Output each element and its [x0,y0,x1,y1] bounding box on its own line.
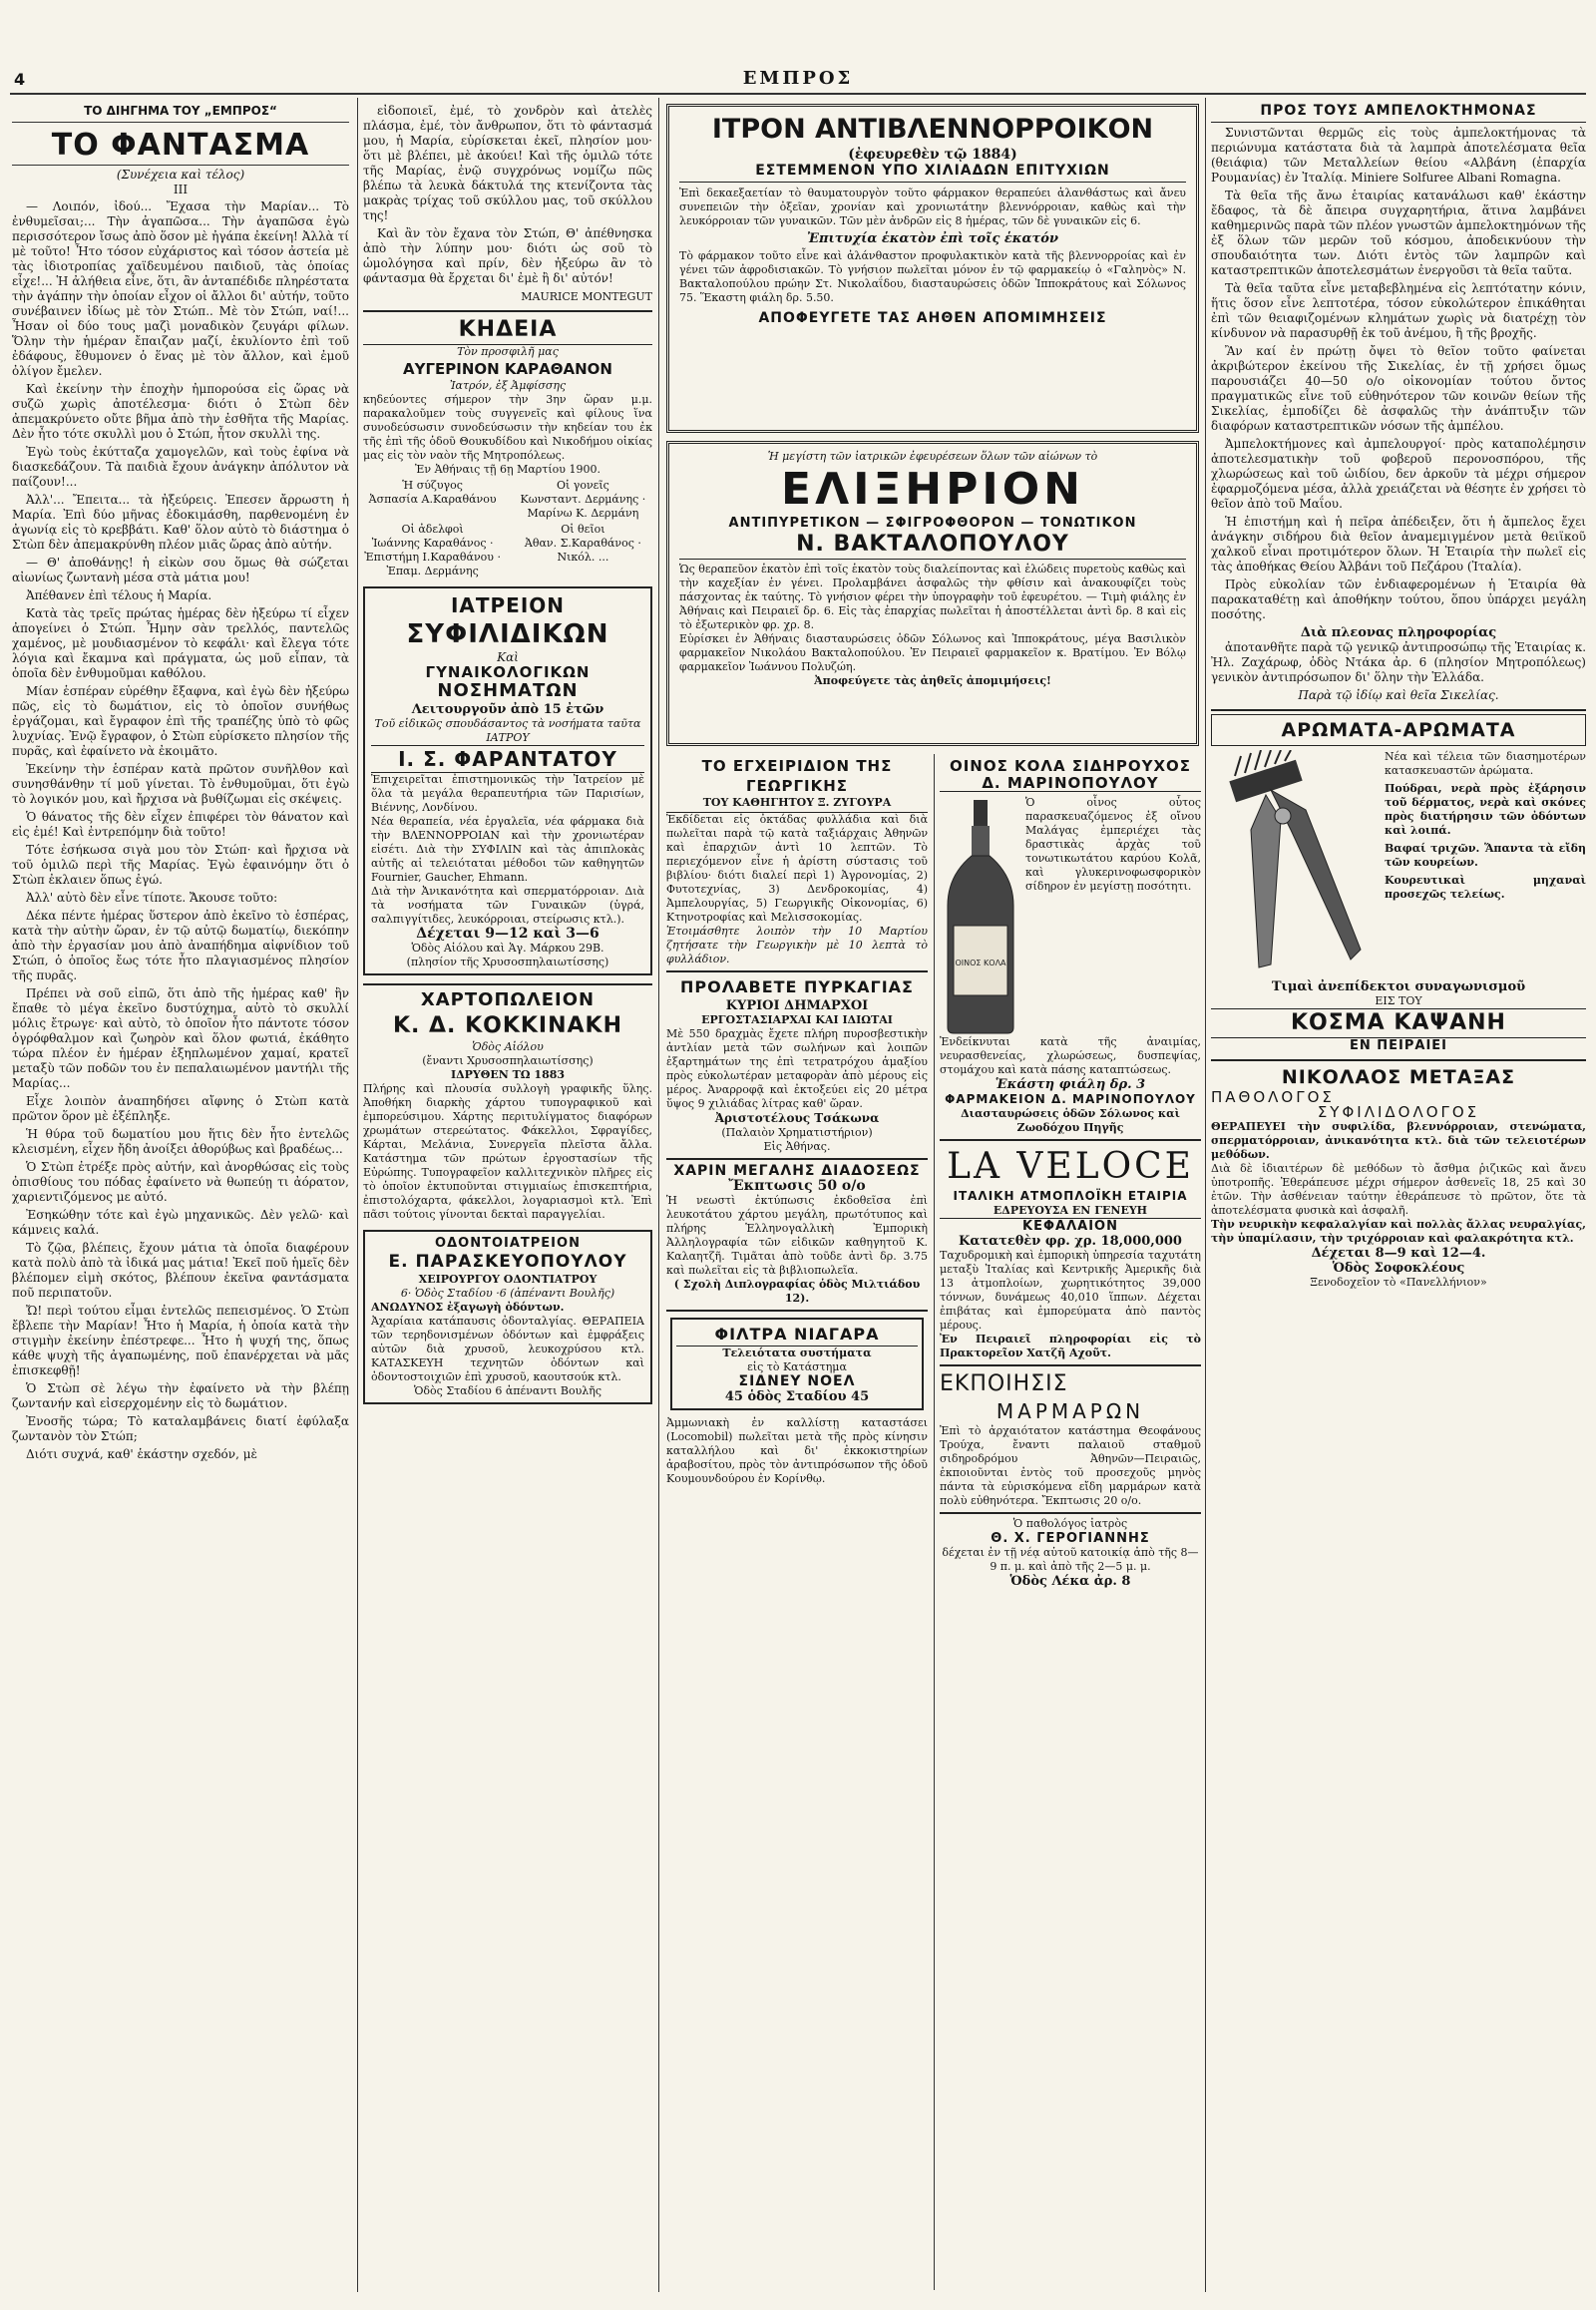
odontiatreion-name: Ε. ΠΑΡΑΣΚΕΥΟΠΟΥΛΟΥ [388,1252,627,1272]
col-rule-34 [934,754,935,2290]
iatreion-nos: ΝΟΣΗΜΑΤΩΝ [437,680,579,701]
xarin-discount: Ἔκπτωσις 50 ο/ο [728,1178,866,1194]
iatreion-body2: Νέα θεραπεία, νέα ἐργαλεῖα, νέα φάρμακα διὰ τὴν ΒΛΕΝΝΟΡΡΟΙΑΝ καὶ τὴν χρονιωτέραν εἰσέτι. Διὰ τὴν ΣΥΦΙΛΙΝ καὶ τὰς ἀπιπλοκὰς αὐτῆς αἱ τελειόταται μέθοδοι τῶν καθηγητῶν Fournier, Gaucher, Ehmann. [371,815,644,884]
metaxas-addr: Ὁδὸς Σοφοκλέους [1332,1261,1465,1276]
story-paragraph: Ἐνοσῆς τώρα; Τὸ καταλαμβάνεις διατί ἐφύλαξα ζωντανὸν τὸν Στώπ; [12,1414,349,1443]
kideia-origin: Ἰατρόν, ἐξ Ἀμφίσσης [449,379,567,392]
ekpoiisis-sub: ΜΑΡΜΑΡΩΝ [996,1399,1145,1423]
kola-ad [940,756,1201,1141]
kideia-uncles: Ἀθαν. Σ.Καραθάνος · Νικόλ. ... [524,537,641,564]
story-paragraph: — Λοιπόν, ἰδού... Ἔχασα τὴν Μαρίαν... Τὸ ἐνθυμεῖσαι;... Τὴν ἀγαπῶσα... Τὴν ἀγαπῶσα ἐγὼ περισσότερον ἴσως ἀπὸ ὅσον μὲ ἠγάπα ἐκείνη! Ἀλλὰ τί μὲ τοῦτο! Ἦτο τόσον εὐχάριστος καὶ τόσον ἀστεία μὲ τὰς ἰδιοτροπίας χαϊδευμένου παιδιοῦ, τὰς ὁποίας εἶχε!... Ἡ ἀλήθεια εἶνε, ὅτι, ἂν ἀνταπέδιδε πληρέστατα τὴν ἀγάπην τὴν ὁποίαν εἶχον οἱ ἄλλοι δι' αὐτήν, τοῦτο συνέβαινεν ἰδίως μὲ τὸν Στώπ.. Μὲ τὸν Στώπ, ναί!... Ἦσαν οἱ δύο τους μαζὶ μοναδικὸν ζευγάρι φίλων. Ὅλην τὴν ἡμέραν ἔπαιζαν μαζί, ἐκυλίοντο ἐπὶ τοῦ ἐδάφους, ἔθυμονεν ὁ ἕνας μὲ τὸν ἄλλον, καὶ ἐμοῦ ὀλίγον ἔμελεν. [12,199,349,378]
page-number: 4 [14,70,26,89]
story-paragraph: Ὁ θάνατος τῆς δὲν εἶχεν ἐπιφέρει τὸν θάνατον καὶ εἰς ἐμέ! Καὶ ἐντρεπόμην διὰ τοῦτο! [12,810,349,839]
kideia-siblings-label: Οἱ ἀδελφοὶ [401,523,464,536]
elixirion-body: Ὡς θεραπεῦον ἑκατὸν ἐπὶ τοῖς ἑκατὸν τοὺς διαλείποντας καὶ ἑλώδεις πυρετοὺς καθὼς καὶ τὴν καχεξίαν ἐν γένει. Προλαμβάνει ἀσφαλῶς τὴν φθίσιν καὶ ἀνακουφίζει τοὺς πάσχοντας ἐκ ταύτης. Τὸ γνήσιον φέρει τὴν ὑπογραφὴν τοῦ ἐφευρέτου. — Τιμὴ φιάλης ἐν Ἀθήναις καὶ Πειραιεῖ δρ. 6. Εἰς τὰς ἐπαρχίας πωλεῖται ἡ ἀποστέλλεται ἀντὶ δρ. 8 καὶ εἰς τὸ ἐξωτερικὸν φρ. χρ. 8. [679,563,1186,631]
ekpoiisis-doctor-hours: δέχεται ἐν τῇ νέᾳ αὐτοῦ κατοικίᾳ ἀπὸ τῆς 8—9 π. μ. καὶ ἀπὸ τῆς 2—5 μ. μ. [942,1546,1199,1573]
story-paragraph: Εἶχε λοιπὸν ἀναπηδήσει αἴφνης ὁ Στὼπ κατὰ πρῶτον ὅρον μὲ ἐξέπληξε. [12,1094,349,1123]
column-5 [1211,104,1586,2298]
aromata-body: Νέα καὶ τέλεια τῶν διασημοτέρων κατασκευαστῶν ἀρώματα. [1385,750,1586,777]
odontiatreion-address: 6· Ὁδὸς Σταδίου ·6 (ἀπέναντι Βουλῆς) [400,1287,615,1300]
ekpoiisis-body: Ἐπὶ τὸ ἀρχαιότατον κατάστημα Θεοφάνους Τρούχα, ἔναντι παλαιοῦ σταθμοῦ σιδηροδρόμου Ἀθηνῶν—Πειραιῶς, ἐκποιοῦνται ἐντὸς τοῦ προσεχοῦς μηνὸς πάντα τὰ εὑρισκόμενα εἴδη μαρμάρων κατὰ πολὺ εὐθηνότερα. Ἔκπτωσις 20 ο/ο. [940,1424,1201,1507]
kola-price: Ἑκάστη φιάλη δρ. 3 [995,1077,1146,1092]
paper-name: ΕΜΠΡΟΣ [742,68,854,89]
kola-use: Ἐνδείκνυται κατὰ τῆς ἀναιμίας, νευρασθενείας, χλωρώσεως, δυσπεψίας, στομάχου καὶ κατὰ πάσης καταπτώσεως. [940,1035,1201,1076]
story-paragraph: Ἀλλ'... Ἔπειτα... τὰ ἠξεύρεις. Ἐπεσεν ἄρρωστη ἡ Μαρία. Ἐπὶ δύο μῆνας ἐδοκιμάσθη, παρθενομένη ἐν ἀγωνίᾳ εἰς τὸ κρεββάτι. Καθ' ὅλον αὐτὸ τὸ διάστημα ὁ Στὼπ δὲν ἀπεμακρύνθη πλέον μιᾶς ὥρας ἀπὸ αὐτήν. [12,493,349,552]
elixirion-top: Ἡ μεγίστη τῶν ἰατρικῶν ἐφευρέσεων ὅλων τῶν αἰώνων τὸ [767,450,1098,463]
kola-title: ΟΙΝΟΣ ΚΟΛΑ ΣΙΔΗΡΟΥΧΟΣ [949,757,1192,775]
kola-maker: Δ. ΜΑΡΙΝΟΠΟΥΛΟΥ [940,776,1201,792]
ampelo-compare: Παρὰ τῷ ἰδίῳ καὶ θεῖα Σικελίας. [1298,688,1499,702]
story-paragraph: Διότι συχνά, καθ' ἑκάστην σχεδόν, μὲ [26,1447,257,1461]
story-paragraph: Μίαν ἑσπέραν εὑρέθην ἔξαφνα, καὶ ἐγὼ δὲν ἠξεύρω πῶς, εἰς τὸ δωμάτιον, εἰς τὸ ὁποῖον συνήθως ἐργάζομαι, καὶ ἔγραφον ἐπὶ τῆς τραπέζης ὑπὸ τὸ φῶς λυχνίας. Ἐνῷ ἔγραφον, ὁ Στὼπ εὑρίσκετο πλησίον τῆς πυρᾶς, καὶ ἐφαίνετο νὰ ἐκοιμᾶτο. [12,684,349,758]
aromata-item: Βαφαί τριχῶν. Ἅπαντα τὰ εἴδη τῶν κουρείων. [1385,842,1586,869]
aromata-prices: Τιμαὶ ἀνεπίδεκτοι συναγωνισμοῦ [1271,979,1526,994]
story-subtitle: (Συνέχεια καὶ τέλος) [116,168,245,182]
kideia-uncles-label: Οἱ θεῖοι [561,523,605,536]
aromata-item: Κουρευτικαὶ μηχαναὶ προσεχῶς τελείως. [1385,874,1586,901]
story-paragraph: Ὤ! περὶ τούτου εἶμαι ἐντελῶς πεπεισμένος. Ὁ Στὼπ ἔβλεπε τὴν Μαρίαν! Ἦτο ἡ Μαρία, ἡ ὁποία κατὰ τὴν στιγμὴν ἐκείνην ἐπέστρεφε... Ἦτο ἡ ψυχή της, ὅπως κάθε ψυχὴ τῆς ἀγαπωμένης, ποῦ ἐπανέρχεται νὰ μᾶς ἐπισκεφθῇ! [12,1304,349,1377]
elixirion-title: ΕΛΙΞΗΡΙΟΝ [781,464,1084,515]
odontiatreion-painless: ΑΝΩΔΥΝΟΣ ἐξαγωγὴ ὀδόντων. [371,1301,565,1314]
aromata-at: ΕΙΣ ΤΟΥ [1375,994,1422,1007]
itron-title: ΙΤΡΟΝ ΑΝΤΙΒΛΕΝΝΟΡΡΟΙΚΟΝ [711,114,1154,145]
kideia-siblings: Ἰωάννης Καραθάνος · Ἐπιστήμη Ι.Καραθάνου · Ἐπαμ. Δερμάνης [364,537,501,578]
story-paragraph: Ἀλλ' αὐτὸ δὲν εἶνε τίποτε. Ἄκουσε τοῦτο: [26,891,278,905]
xartopoleion-body: Πλήρης καὶ πλουσία συλλογὴ γραφικῆς ὕλης. Ἀποθήκη διαρκὴς χάρτου τυπογραφικοῦ καὶ ἐμπορεύσιμου. Χάρτης περιτυλίγματος διαφόρων χρωμάτων στερεώτατος. Φάκελλοι, Σφραγίδες, Κάρται, Μελάνια, Συνεργεῖα πλεῖστα ἄλλα. Κατάστημα τῶν πρώτων ἐργοστασίων τῆς Εὐρώπης. Τυπογραφεῖον καλλιτεχνικὸν πλῆρες εἰς τὸ ὁποῖον ἐκτυποῦνται στιγμιαίως ἐπισκεπτήρια, ἐπιστολόχαρτα, φάκελλοι, λογαριασμοὶ κτλ. Ἐπὶ πᾶσι τούτοις γίνονται δεκταὶ παραγγελίαι. [363,1082,652,1221]
georgikis-ad [666,756,928,972]
kideia-name: ΑΥΓΕΡΙΝΟΝ ΚΑΡΑΘΑΝΟΝ [403,360,612,378]
ampelo-body: Ἡ ἐπιστήμη καὶ ἡ πεῖρα ἀπέδειξεν, ὅτι ἡ ἄμπελος ἔχει ἀνάγκην σιδήρου διὰ θεῖον ἀναμεμιγμένον μετὰ θειϊκοῦ χαλκοῦ εἶναι προτιμότερον ὅλων. Ἡ Ἑταιρία τὴν πωλεῖ εἰς τὰς ἀποθήκας Θείου Ἀλβάνι τοῦ Πεζάρου (Ἰταλία). [1211,515,1586,574]
ampelo-body: Ἀμπελοκτήμονες καὶ ἀμπελουργοί· πρὸς καταπολέμησιν ἀποτελεσματικὴν τοῦ φοβεροῦ περονοσπόρου, τῆς χλωρώσεως καὶ τοῦ ὠιδίου, δεν ἀρκοῦν τὰ μέχρι σήμερον ἐφαρμοζόμενα μέσα, ἀλλὰ χρειάζεται νὰ θέσητε ἐν χρήσει τὸ θεῖον ἀπὸ τοῦ Μαΐου. [1211,437,1586,511]
col-rule-2 [658,98,659,2292]
odontiatreion-role: ΧΕΙΡΟΥΡΓΟΥ ΟΔΟΝΤΙΑΤΡΟΥ [418,1273,598,1286]
iatreion-big: ΣΥΦΙΛΙΔΙΚΩΝ [406,619,609,649]
story-paragraph: Ἡ θύρα τοῦ δωματίου μου ἥτις δὲν ἦτο ἐντελῶς κλεισμένη, εἶχεν ἤδη ἀνοίξει ἀθορύβως καὶ βραδέως... [12,1127,349,1156]
odontiatreion-title: ΟΔΟΝΤΟΙΑΤΡΕΙΟΝ [435,1236,581,1251]
story-paragraph: Ὁ Στὼπ ἐτρέξε πρὸς αὐτήν, καὶ ἀνορθώσας εἰς τοὺς ὀπισθίους του πόδας ἐφαίνετο νὰ θωπεύῃ τι ἀόρατον, χαριεντιζόμενος με αὐτό. [12,1160,349,1204]
elixirion-sub: ΑΝΤΙΠΥΡΕΤΙΚΟΝ — ΣΦΙΓΡΟΦΘΟΡΟΝ — ΤΟΝΩΤΙΚΟΝ [728,516,1137,531]
filtra-sub: Τελειότατα συστήματα [722,1347,872,1359]
story-paragraph: Καὶ ἂν τὸν ἔχανα τὸν Στώπ, Θ' ἀπέθνησκα ἀπὸ τὴν λύπην μου· διότι ὡς σοῦ τὸ ὡμολόγησα καὶ πρίν, δὲν ἠξεύρω ἂν τὸ φάντασμα θὰ ἔρχεται δι' ἐμὲ ἢ δι' αὐτόν! [363,226,652,285]
ammoniaki-ad: Ἀμμωνιακὴ ἐν καλλίστῃ καταστάσει (Locomobil) πωλεῖται μετὰ τῆς πρὸς κίνησιν καταλλήλου καὶ δι' ἐκκοκιστηρίων ἀραβοσίτου, πρὸς τὸν ἀντιπρόσωπον τῆς ὁδοῦ Κουμουνδούρου ἐν Κορίνθῳ. [666,1416,928,1485]
story-paragraph: — Θ' ἀποθάνῃς! ἡ εἰκὼν σου ὅμως θὰ σώζεται αἰωνίως ζωντανὴ μέσα στὰ μάτια μου! [12,556,349,584]
itron-body2: Τὸ φάρμακον τοῦτο εἶνε καὶ ἀλάνθαστον προφυλακτικὸν κατὰ τῆς βλεννορροίας καὶ ἐν γένει τῶν ἀφροδισιακῶν. Τὸ γνήσιον πωλεῖται μόνον ἐν τῷ φαρμακείῳ ὁ «Γαληνὸς» Ν. Βακταλοπούλου πρώην Στ. Νικολαΐδου, διασταυρώσεις ὁδῶν Ἱπποκράτους καὶ Σόλωνος 75. Ἕκαστη φιάλη δρ. 5.50. [679,249,1186,304]
story-paragraph: Ἐσηκώθην τότε καὶ ἐγὼ μηχανικῶς. Δὲν γελῶ· καὶ κάμνεις καλά. [12,1208,349,1237]
kideia-parents-label: Οἱ γονεῖς [556,479,609,492]
xarin-body: Ἡ νεωστὶ ἐκτύπωσις ἐκδοθεῖσα ἐπὶ λευκοτάτου χάρτου μεγάλη, πρωτότυπος καὶ πλήρης Ἑλληνογαλλικὴ Ἐμπορικὴ Ἀλληλογραφία τῶν εἰδικῶν καθηγητοῦ Κ. Καλαητζῆ. Τιμᾶται ἀπὸ τοῦδε ἀντὶ δρ. 3.75 καὶ πωλεῖται εἰς τὰ βιβλιοπωλεῖα. [666,1194,928,1277]
metaxas-ad [1211,1059,1586,1290]
hair-clipper-icon [1211,750,1381,979]
kola-bottle-label: ΟΙΝΟΣ ΚΟΛΑ [955,959,1006,967]
metaxas-hours: Δέχεται 8—9 καὶ 12—4. [1311,1246,1486,1261]
pyrkagias-body: Μὲ 550 δραχμὰς ἔχετε πλήρη πυροσβεστικὴν ἀντλίαν μετὰ τῶν σωλήνων καὶ λοιπῶν ἐξαρτημάτων της ἐπὶ τετρατρόχου ἁμαξίου πρὸς εὐκολωτέραν μεταφορὰν ἀπὸ μέρους εἰς μέρος. Ἀναρροφᾷ καὶ ἐκτοξεύει εἰς 20 μέτρα ὕψος 9 χιλιάδας λίτρας καθ' ὥραν. [666,1027,928,1110]
filtra-ad [670,1318,924,1410]
story-author: MAURICE MONTEGUT [521,290,652,303]
story-chapter: III [173,183,189,196]
filtra-addr: 45 ὁδὸς Σταδίου 45 [724,1389,870,1404]
ekpoiisis-doctor-addr: Ὁδὸς Λέκα ἀρ. 8 [1009,1574,1131,1589]
kola-pharm: ΦΑΡΜΑΚΕΙΟΝ Δ. ΜΑΡΙΝΟΠΟΥΛΟΥ [945,1092,1196,1106]
veloce-capital-label: ΚΕΦΑΛΑΙΟΝ [1022,1219,1118,1234]
pyrkagias-agency: Ἀριστοτέλους Τσάκωνα [714,1111,880,1125]
kideia-spouse-label: Ἡ σύζυγος [402,479,463,492]
ampelo-body: Τὰ θεῖα ταῦτα εἶνε μεταβεβλημένα εἰς λεπτότατην κόνιν, ἥτις ὅσον εἶνε λεπτοτέρα, τόσον εὐκολώτερον ἐπικάθηται ἐπὶ τῶν θειαφιζομένων κλημάτων χωρὶς νὰ διατρέχῃ τὸν κίνδυνον νὰ παρασυρθῇ ἐκ τοῦ ἀνέμου, ἢ τῆς βροχῆς. [1211,281,1586,340]
story-paragraph: Ἐκείνην τὴν ἑσπέραν κατὰ πρῶτον συνῆλθον καὶ συνησθάνθην τί μοῦ γίνεται. Τὸ ἐνθυμοῦμαι, ὅτι ἐγὼ τὸ λογικόν μου, καὶ ἤρχισα νὰ βυθίζωμαι εἰς σκέψεις. [12,762,349,806]
metaxas-title: ΠΑΘΟΛΟΓΟΣ [1211,1088,1335,1106]
column-2 [363,104,652,2298]
kideia-parents: Κωνσταντ. Δερμάνης · Μαρίνω Κ. Δερμάνη [520,493,646,520]
aromata-text [1381,750,1586,979]
itron-sub: ΕΣΤΕΜΜΕΝΟΝ ΥΠΟ ΧΙΛΙΑΔΩΝ ΕΠΙΤΥΧΙΩΝ [679,163,1186,183]
pyrkagias-sub: ΚΥΡΙΟΙ ΔΗΜΑΡΧΟΙ [725,998,869,1013]
col-rule-1 [357,98,358,2292]
iatreion-note: (πλησίον τῆς Χρυσοσπηλαιωτίσσης) [406,956,609,968]
story-paragraph: Ὁ Στὼπ σὲ λέγω τὴν ἐφαίνετο νὰ τὴν βλέπῃ ζωντανήν καὶ εἰσερχομένην εἰς τὸ δωμάτιον. [12,1381,349,1410]
pyrkagias-title: ΠΡΟΛΑΒΕΤΕ ΠΥΡΚΑΓΙΑΣ [680,977,914,996]
pyrkagias-city: Εἰς Ἀθήνας. [763,1140,831,1153]
itron-success: Ἐπιτυχία ἑκατὸν ἐπὶ τοῖς ἑκατόν [807,231,1058,246]
veloce-ad [940,1141,1201,1366]
story-paragraph: Δέκα πέντε ἡμέρας ὕστερον ἀπὸ ἐκεῖνο τὸ ἑσπέρας, κατὰ τὴν αὐτὴν ὥραν, ἐν τῷ αὐτῷ δωματίῳ, διεκόπην ἀπὸ τὴν ἐργασίαν μου ἀπὸ ἀναπήδημα αἰφνίδιον τοῦ Στώπ, ὁ ὁποῖος ἔως τότε ἦτο πλαγιασμένος πλησίον τῆς πυρᾶς. [12,909,349,982]
aromata-shop: ΚΟΣΜΑ ΚΑΨΑΝΗ [1211,1008,1586,1038]
itron-warning: ΑΠΟΦΕΥΓΕΤΕ ΤΑΣ ΑΗΘΕΝ ΑΠΟΜΙΜΗΣΕΙΣ [758,310,1107,326]
ampelo-more-body: ἀποτανθῆτε παρὰ τῷ γενικῷ ἀντιπροσώπῳ τῆς Ἑταιρίας κ. Ἠλ. Ζαχάρωφ, ὁδὸς Ντάκα ἀρ. 6 (πλησίον Μητροπόλεως) γενικὸν ἀντιπρόσωπον δι' ὅλην τὴν Ἑλλάδα. [1211,640,1586,684]
georgikis-title: ΤΟ ΕΓΧΕΙΡΙΔΙΟΝ ΤΗΣ ΓΕΩΡΓΙΚΗΣ [701,757,893,795]
kideia-title: ΚΗΔΕΙΑ [363,316,652,345]
metaxas-name: ΝΙΚΟΛΑΟΣ ΜΕΤΑΞΑΣ [1281,1066,1516,1088]
ampelo-header: ΠΡΟΣ ΤΟΥΣ ΑΜΠΕΛΟΚΤΗΜΟΝΑΣ [1211,104,1586,123]
ekpoiisis-ad [940,1366,1201,1593]
metaxas-body3: Τὴν νευρικὴν κεφαλαλγίαν καὶ πολλὰς ἄλλας νευραλγίας, τὴν ὑπαμίλασιν, τὴν τριχόρροιαν καὶ φαλακρότητα κτλ. [1211,1218,1586,1245]
kideia-intro: Τὸν προσφιλῆ μας [457,345,559,358]
iatreion-since: Λειτουργοῦν ἀπὸ 15 ἐτῶν [411,702,604,717]
itron-since: (ἐφευρεθὲν τῷ 1884) [848,147,1017,163]
veloce-body: Ταχυδρομικὴ καὶ ἐμπορικὴ ὑπηρεσία ταχυτάτη μεταξὺ Ἰταλίας καὶ Κεντρικῆς Ἀμερικῆς διὰ 13 ἀτμοπλοίων, χωρητικότητος 39,000 τόννων, δυνάμεως 40,010 ἵππων. Δέχεται ἐπιβάτας καὶ ἐμπορεύματα ἀπὸ παντὸς μέρους. [940,1249,1201,1332]
kola-bottle-icon [940,796,1021,1035]
column-3 [666,756,928,2292]
elixirion-warning: Ἀποφεύγετε τὰς ἀηθεῖς ἀπομιμήσεις! [814,674,1051,687]
story-section-header: ΤΟ ΔΙΗΓΗΜΑ ΤΟΥ „ΕΜΠΡΟΣ“ [12,104,349,123]
georgikis-body: Ἐκδίδεται εἰς ὀκτάδας φυλλάδια καὶ διὰ πωλεῖται παρὰ τῷ κατὰ ταξιάρχαις Ἀθηνῶν καὶ ἐπαρχιῶν ἀντὶ 10 λεπτῶν. Τὸ περιεχόμενον εἶνε ἡ ἀρίστη σύστασις τοῦ βιβλίου· διότι διαλεί περὶ 1) Ἀγρονομίας, 2) Φυτοτεχνίας, 3) Δενδροκομίας, 4) Ἀμπελουργίας, 5) Γεωργικῆς Οἰκονομίας, 6) Κτηνοτροφίας καὶ Μελισσοκομίας. [666,813,928,924]
story-paragraph: Καὶ ἐκείνην τὴν ἐποχὴν ἠμπορούσα εἰς ὥρας νὰ συζῶ χωρὶς ἀποτέλεσμα· διότι ὁ Στὼπ δὲν ἀπεμακρύνετο οὔτε βῆμα ἀπὸ τὴν ἐσθῆτα τῆς Μαρίας. Δὲν ἦτο τότε σκυλλὶ μου ὁ Στώπ, ἦτον σκυλλὶ της. [12,382,349,441]
aromata-ad [1211,709,1586,1053]
kola-body-row [940,796,1201,1035]
metaxas-addr2: Ξενοδοχεῖον τὸ «Πανελλήνιον» [1310,1276,1487,1289]
odontiatreion-address2: Ὁδὸς Σταδίου 6 ἀπέναντι Βουλῆς [413,1384,602,1397]
story-paragraph: Τότε ἐσήκωσα σιγὰ μου τὸν Στώπ· καὶ ἤρχισα νὰ τοῦ ὁμιλῶ περὶ τῆς Μαρίας. Ἐγὼ ἐφαινόμην ὅτι ὁ Στὼπ ἐκλαιεν ὅπως ἐγώ. [12,843,349,887]
pyrkagias-agency-sub: (Παλαιὸν Χρηματιστήριον) [721,1126,873,1139]
ampelo-body: Συνιστῶνται θερμῶς εἰς τοὺς ἀμπελοκτήμονας τὰ περιώνυμα κατάστατα διὰ τὰ λαμπρὰ ἀποτελέσματα θεῖα (θειάφια) τῶν Μεταλλείων θείου «Αλβάνη (ἐπαρχία Ρουμανίας) ἐν Ἰταλίᾳ. Miniere Solfuree Albani Romagna. [1211,126,1586,185]
ampelo-more: Διὰ πλεονας πληροφορίας [1300,625,1497,640]
pyrkagias-sub2: ΕΡΓΟΣΤΑΣΙΑΡΧΑΙ ΚΑΙ ΙΔΙΩΤΑΙ [701,1013,893,1026]
ekpoiisis-doctor: Ὁ παθολόγος ἰατρὸς [940,1512,1201,1531]
ampelo-body: Ἂν καί ἐν πρώτῃ ὄψει τὸ θεῖον τοῦτο φαίνεται ἀκριβώτερον ἐκείνου τῆς Σικελίας, ἐν τῇ χρήσει ὅμως παρουσιάζει 40—50 ο/ο οἰκονομίαν τούτου ὄντος πραγματικῶς εἶνε τοῦ εὐθηνότερον τῶν κοινῶν θείων τῆς Σικελίας, ἐμποδίζει δὲ ἀσφαλῶς τὴν ἀνάπτυξιν τῶν διαφόρων καταστρεπτικῶν νόσων τῆς ἀμπέλου. [1211,344,1586,433]
story-column [12,104,349,2298]
aromata-item: Πούδραι, νερὰ πρὸς ἐξάρησιν τοῦ δέρματος, νερὰ καὶ σκόνες πρὸς διατήρησιν τῶν ὀδόντων καὶ λοιπά. [1385,782,1586,837]
georgikis-hint: Ἑτοιμάσθητε λοιπὸν τὴν 10 Μαρτίου ζητήσατε τὴν Γεωργικὴν μὲ 10 λεπτὰ τὸ φυλλάδιον. [666,925,928,965]
aromata-title: ΑΡΩΜΑΤΑ-ΑΡΩΜΑΤΑ [1211,714,1586,746]
elixirion-ad [666,441,1199,746]
veloce-title: LA VELOCE [947,1146,1194,1187]
veloce-sub: ΙΤΑΛΙΚΗ ΑΤΜΟΠΛΟΪΚΗ ΕΤΑΙΡΙΑ [953,1189,1188,1203]
iatreion-doctor: Ι. Σ. ΦΑΡΑΝΤΑΤΟΥ [371,745,644,773]
ekpoiisis-doctor-name: Θ. Χ. ΓΕΡΟΓΙΑΝΝΗΣ [991,1531,1150,1546]
kola-address: Διασταυρώσεις ὁδῶν Σόλωνος καὶ Ζωοδόχου Πηγῆς [961,1107,1180,1134]
xartopoleion-title: ΧΑΡΤΟΠΩΛΕΙΟΝ [420,989,596,1010]
odontiatreion-ad [363,1230,652,1404]
ekpoiisis-title: ΕΚΠΟΙΗΣΙΣ [940,1371,1068,1396]
story-paragraph: Πρέπει νὰ σοῦ εἰπῶ, ὅτι ἀπὸ τῆς ἡμέρας καθ' ἣν ἔπαθε τὸ μέγα ἐκεῖνο δυστύχημα, αὐτὸ τὸ σκυλλί μόλις ἔτρωγε· καὶ αὐτὸ, τὸ ὁποῖον ἦτο πάντοτε τόσον ὀγρόφθαλμον καὶ ζωηρὸν καὶ ὅλον φωτιά, ἐκάθητο τώρα πλέον ἐν ἡμέραν ἐξηπλωμένον χαμαί, κρατεῖ μεταξὺ τῶν ποδῶν του ἐν πεπαλαιωμένον μαντήλι τῆς Μαρίας... [12,986,349,1090]
elixirion-maker: Ν. ΒΑΚΤΑΛΟΠΟΥΛΟΥ [679,531,1186,560]
aromata-city: ΕΝ ΠΕΙΡΑΙΕΙ [1349,1038,1448,1053]
iatreion-hours: Δέχεται 9—12 καὶ 3—6 [416,926,599,942]
xartopoleion-opp: (ἔναντι Χρυσοσπηλαιωτίσσης) [422,1054,594,1067]
odontiatreion-body: Ἀχαρίαια κατάπαυσις ὀδονταλγίας. ΘΕΡΑΠΕΙΑ τῶν τερηδονισμένων ὀδόντων καὶ ἐμφράξεις αὐτῶν διὰ χρυσοῦ, λευκοχρύσου κτλ. ΚΑΤΑΣΚΕΥΗ τεχνητῶν ὀδόντων καὶ ὀδοντοστοιχιῶν ἐπὶ χρυσοῦ, καουτσούκ κτλ. [371,1315,644,1383]
veloce-agent: Ἐν Πειραιεῖ πληροφορίαι εἰς τὸ Πρακτορεῖον Χατζῆ Αχοῦτ. [940,1333,1201,1359]
metaxas-title2: ΣΥΦΙΛΙΔΟΛΟΓΟΣ [1317,1103,1480,1121]
itron-ad [666,104,1199,433]
iatreion-body: Ἐπιχειρεῖται ἐπιστημονικῶς τὴν Ἰατρείον μὲ ὅλα τὰ μεγάλα θεραπευτήρια τῶν Παρισίων, Βιέννης, Λονδίνου. [371,773,644,814]
kideia-notice [363,310,652,578]
masthead-rule [10,93,1586,95]
pyrkagias-ad [666,972,928,1160]
xartopoleion-ad [363,983,652,1222]
story-paragraph: Τὸ ζῷα, βλέπεις, ἔχουν μάτια τὰ ὁποῖα διαφέρουν κατὰ πολὺ ἀπὸ τὰ ἰδικά μας μάτια! Ἐκεῖ ποῦ ἡμεῖς δὲν βλέπομεν εἰμὴ σκότος, βλέπουν ἐκεῖνα φαντάσματα ποῦ περιπατοῦν. [12,1241,349,1300]
metaxas-body: ΘΕΡΑΠΕΥΕΙ τὴν συφιλίδα, βλεννόρροιαν, στενώματα, σπερματόρροιαν, ἀνικανότητα κτλ. διὰ τῶν τελειοτέρων μεθόδων. [1211,1120,1586,1161]
kideia-date: Ἐν Ἀθήναις τῇ 6ῃ Μαρτίου 1900. [415,463,600,476]
xarin-addr: ( Σχολὴ Διπλογραφίας ὁδὸς Μιλτιάδου 12). [673,1278,921,1305]
aromata-body-row [1211,750,1586,979]
xartopoleion-street: Ὁδὸς Αἰόλου [472,1040,544,1053]
veloce-sub2: ΕΔΡΕΥΟΥΣΑ ΕΝ ΓΕΝΕΥΗ [940,1204,1201,1219]
iatreion-body3: Διὰ τὴν Ἀνικανότητα καὶ σπερματόρροιαν. Διὰ τὰ νοσήματα τῶν Γυναικῶν (ὑγρά, σαλπιγγίτιδες, λευκόρροιαι, στείρωσις κτλ.). [371,885,644,926]
iatreion-gyn: ΓΥΝΑΙΚΟΛΟΓΙΚΩΝ [425,663,591,681]
col-rule-3 [1205,98,1206,2292]
iatreion-title: ΙΑΤΡΕΙΟΝ [450,593,566,617]
xartopoleion-name: Κ. Δ. ΚΟΚΚΙΝΑΚΗ [392,1013,623,1038]
iatreion-kai: Καὶ [497,650,519,664]
story-paragraph: Ἐγὼ τοὺς ἐκύτταζα χαμογελῶν, καὶ τοὺς ἐφίνα νὰ διασκεδάζουν. Τὰ παιδιὰ ἔχουν ἀνάγκην ἀπόλυτον νὰ παίζουν!... [12,445,349,489]
kideia-spouse: Ἀσπασία Α.Καραθάνου [368,493,497,506]
iatreion-address: Ὁδὸς Αἰόλου καὶ Ἁγ. Μάρκου 29Β. [411,942,604,955]
story-paragraph: Κατὰ τὰς τρεῖς πρώτας ἡμέρας δὲν ἠξεύρω τί εἶχεν ἀπογείνει ὁ Στώπ. Ἦμην σὰν τρελλός, παντελῶς χαμένος, μὲ μουδιασμένον τὸ κεφάλι· καὶ ἔλεγα τότε λόγια καὶ ἔκαμνα καὶ πράγματα, ὡς μοῦ εἶπαν, τὰ ὁποῖα δὲν ἐνθυμοῦμαι καθόλου. [12,606,349,680]
story-title: ΤΟ ΦΑΝΤΑΣΜΑ [12,127,349,166]
elixirion-body2: Εὑρίσκει ἐν Ἀθήναις διασταυρώσεις ὁδῶν Σόλωνος καὶ Ἱπποκράτους, μέγα Βασιλικὸν φαρμακεῖον Νικολάου Βακταλοπούλου. Ἐν Πειραιεῖ φαρμακεῖον κ. Βρατίμου. Ἐν Βόλῳ φαρμακεῖον Ἰωάννου Πολυζώη. [679,632,1186,673]
story-paragraph: εἰδοποιεῖ, ἐμέ, τὸ χονδρὸν καὶ ἀτελὲς πλάσμα, ἐμέ, τὸν ἄνθρωπον, ὅτι τὸ φάντασμά μου, ἡ Μαρία, εὑρίσκεται ἐκεῖ, πλησίον μου· ὅτι μὲ βλέπει, μὲ ἀκούει! Καὶ τῆς ὁμιλῶ τότε τῆς Μαρίας, ἐνῷ συγχρόνως νομίζω πῶς βλέπω τὰ λευκὰ δάκτυλά της κτενίζοντα τὰς μακρὰς τρίχας τοῦ σκύλλου μας, τοῦ σκύλλου της! [363,104,652,222]
xartopoleion-founded: ΙΔΡΥΘΕΝ ΤΩ 1883 [450,1068,566,1081]
iatreion-ad [363,586,652,975]
metaxas-body2: Διὰ δὲ ἰδιαιτέρων δὲ μεθόδων τὸ ἄσθμα ῥιζικῶς καὶ ἄνευ ὑποτροπῆς. Ἐθεράπευσε μέχρι σήμερον ἀσθενεῖς 18, 25 καὶ 30 ἐτῶν. Τὴν ἀσθένειαν ταύτην ἐθεράπευσε τὸ πρῶτον, ὅτε τὰ ἀποτελέσματα φυσικὰ καὶ ἀσφαλῆ. [1211,1162,1586,1217]
filtra-title: ΦΙΛΤΡΑ ΝΙΑΓΑΡΑ [676,1324,918,1347]
filtra-shop: ΣΙΔΝΕΥ ΝΟΕΛ [738,1373,856,1389]
kideia-text: κηδεύοντες σήμερον τὴν 3ην ὥραν μ.μ. παρακαλοῦμεν τοὺς συγγενεῖς καὶ φίλους ἵνα συνοδεύσωσιν συνοδεύσωσιν τὴν κηδείαν του ἐκ τῆς ἐπὶ τῆς ὁδοῦ Θουκυδίδου καὶ Νικοδήμου οἰκίας μας εἰς τὸν ναὸν τῆς Μητροπόλεως. [363,393,652,462]
xarin-title: ΧΑΡΙΝ ΜΕΓΑΛΗΣ ΔΙΑΔΟΣΕΩΣ [673,1163,921,1179]
kideia-family-row [363,479,652,521]
itron-body: Ἐπὶ δεκαεξαετίαν τὸ θαυματουργὸν τοῦτο φάρμακον θεραπεύει ἀλανθάστως καὶ ἄνευ συνεπειῶν τὴν ὀξεῖαν, χρονίαν καὶ χρονιωτάτην βλεννόρροιαν, καθὼς καὶ τὴν λευκόρροιαν τῶν γυναικῶν. Τῶν μὲν ἀνδρῶν εἰς 8 ἡμέρας, τῶν δὲ γυναικῶν εἰς 6. [679,187,1186,227]
filtra-loc: εἰς τὸ Κατάστημα [747,1360,847,1373]
kideia-family-row [363,523,652,578]
georgikis-author: ΤΟΥ ΚΑΘΗΓΗΤΟΥ Ξ. ΖΥΓΟΥΡΑ [666,796,928,813]
xarin-ad [666,1160,928,1312]
iatreion-doctor-line: Τοῦ εἰδικῶς σπουδάσαντος τὰ νοσήματα ταῦτα ΙΑΤΡΟΥ [374,717,641,744]
story-paragraph: Ἀπέθανεν ἐπὶ τέλους ἡ Μαρία. [26,588,212,602]
ampelo-body: Τὰ θεῖα τῆς ἄνω ἑταιρίας κατανάλωσι καθ' ἑκάστην ἔδαφος, τὰ δὲ ἄπειρα συγχαρητήρια, ἅτινα λαμβάνει καθημερινῶς παρὰ τῶν πλέον γνωστῶν ἀμπελοκτημόνων τῆς ἐξ ὅλων τῶν μερῶν τοῦ κόσμου, ἀποδεικνύουν τὴν σπουδαιότητα των. Διότι ἐντὸς τῶν λαμπρῶν καὶ καταστρεπτικῶν ἀποτελεσμάτων ἐνεργοῦσι τὰ θεῖα ταῦτα. [1211,189,1586,277]
ampelo-body: Πρὸς εὐκολίαν τῶν ἐνδιαφερομένων ἡ Ἑταιρία θὰ παρακαταθέτῃ καὶ ἀποθήκην τούτου, ὅπου ὑπάρχει μεγάλη ποσότης. [1211,578,1586,621]
kola-body: Ὁ οἶνος οὗτος παρασκευαζόμενος ἐξ οἴνου Μαλάγας ἐμπεριέχει τὰς δραστικὰς ἀρχὰς τοῦ τονωτικωτάτου καρύου Κολᾶ, καὶ γλυκερινοφωσφορικὸν σίδηρον ἐν μεγίστῃ ποσότητι. [1025,796,1201,893]
column-4 [940,756,1201,2292]
veloce-capital: Κατατεθὲν φρ. χρ. 18,000,000 [959,1234,1182,1249]
